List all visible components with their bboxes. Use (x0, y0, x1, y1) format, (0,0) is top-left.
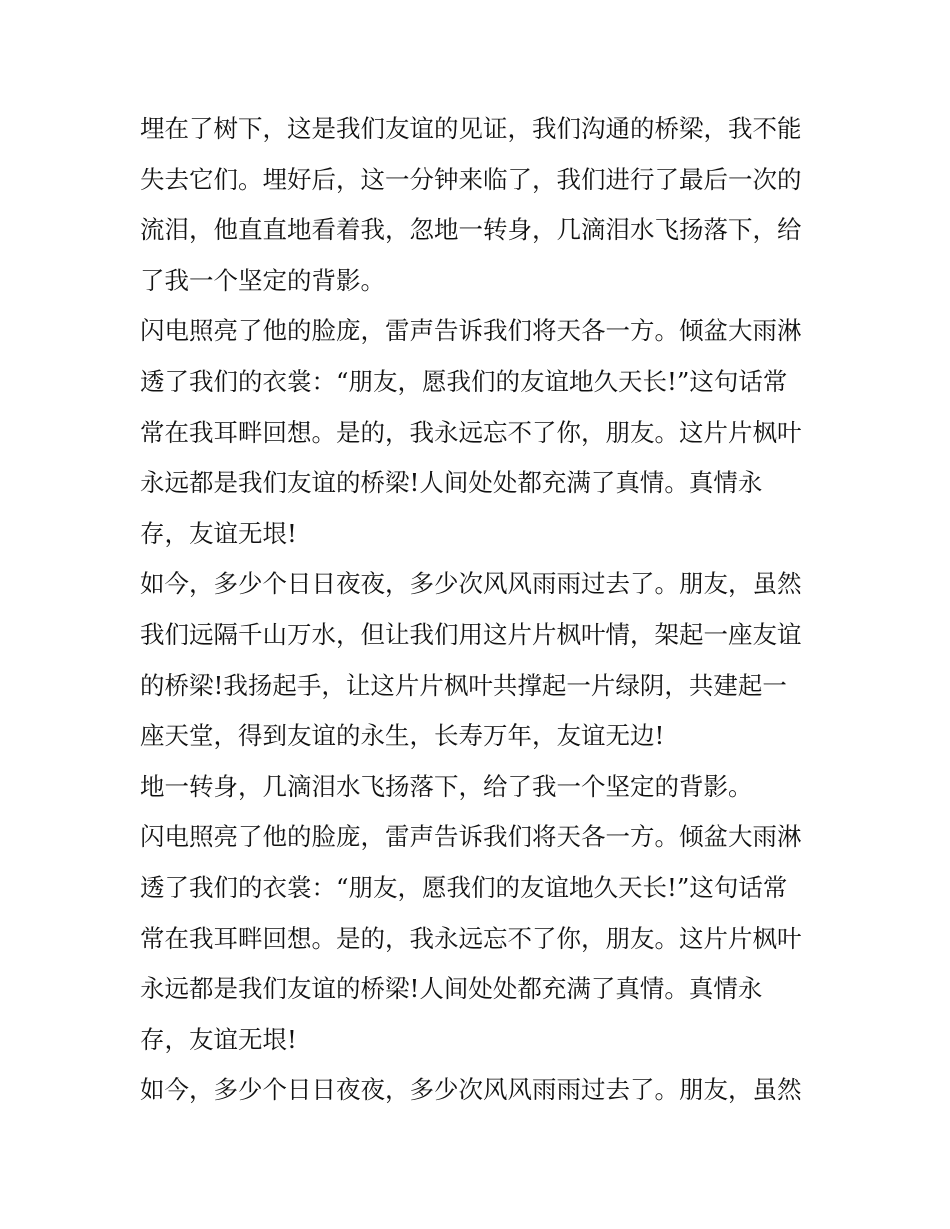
text-line: 埋在了树下，这是我们友谊的见证，我们沟通的桥梁，我不能 (140, 114, 802, 143)
text-line: 如今，多少个日日夜夜，多少次风风雨雨过去了。朋友，虽然 (140, 1075, 802, 1105)
text-line: 永远都是我们友谊的桥梁!人间处处都充满了真情。真情永 (140, 468, 763, 498)
text-line: 地一转身，几滴泪水飞扬落下，给了我一个坚定的背影。 (140, 771, 753, 801)
text-line: 透了我们的衣裳：“朋友，愿我们的友谊地久天长!”这句话常 (140, 872, 788, 902)
text-line: 流泪，他直直地看着我，忽地一转身，几滴泪水飞扬落下，给 (140, 215, 802, 245)
text-line: 透了我们的衣裳：“朋友，愿我们的友谊地久天长!”这句话常 (140, 366, 788, 396)
text-line: 我们远隔千山万水，但让我们用这片片枫叶情，架起一座友谊 (140, 619, 802, 649)
text-line: 常在我耳畔回想。是的，我永远忘不了你，朋友。这片片枫叶 (140, 923, 802, 953)
text-line: 如今，多少个日日夜夜，多少次风风雨雨过去了。朋友，虽然 (140, 569, 802, 599)
text-line: 座天堂，得到友谊的永生，长寿万年，友谊无边! (140, 721, 665, 751)
text-line: 永远都是我们友谊的桥梁!人间处处都充满了真情。真情永 (140, 974, 763, 1004)
text-line: 闪电照亮了他的脸庞，雷声告诉我们将天各一方。倾盆大雨淋 (140, 316, 802, 346)
text-line: 存，友谊无垠! (140, 1024, 297, 1054)
text-line: 闪电照亮了他的脸庞，雷声告诉我们将天各一方。倾盆大雨淋 (140, 822, 802, 852)
document-body (140, 104, 820, 1116)
text-line: 失去它们。埋好后，这一分钟来临了，我们进行了最后一次的 (140, 164, 802, 194)
text-line: 了我一个坚定的背影。 (140, 265, 385, 295)
text-line: 的桥梁!我扬起手，让这片片枫叶共撑起一片绿阴，共建起一 (140, 670, 787, 700)
text-line: 存，友谊无垠! (140, 518, 297, 548)
text-line: 常在我耳畔回想。是的，我永远忘不了你，朋友。这片片枫叶 (140, 417, 802, 447)
